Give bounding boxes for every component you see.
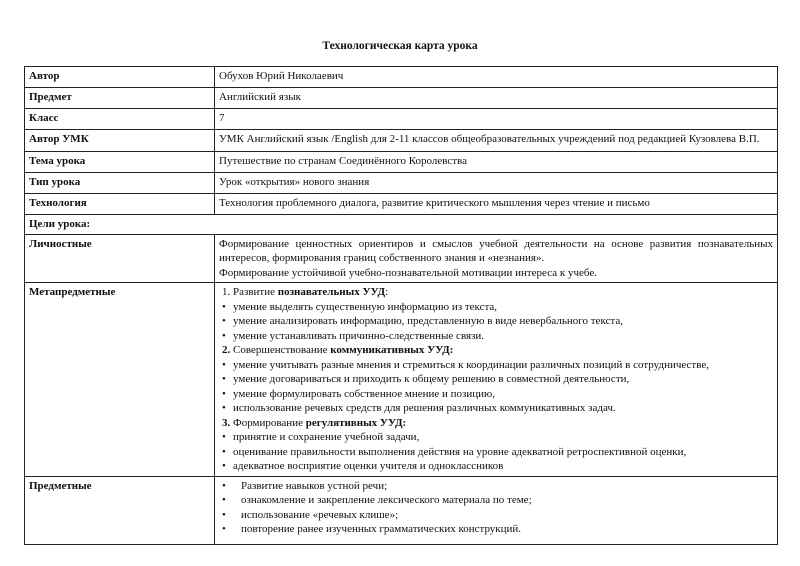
row-label: Личностные — [25, 234, 215, 283]
meta-list — [219, 285, 773, 474]
list-item: • Развитие навыков устной речи; — [219, 479, 773, 494]
subject-row — [25, 476, 778, 544]
row-label: Тип урока — [25, 173, 215, 194]
row-value: 7 — [215, 109, 778, 130]
table-row — [25, 130, 778, 152]
row-value: Урок «открытия» нового знания — [215, 173, 778, 194]
meta-group-heading: 1. Развитие познавательных УУД: — [222, 286, 389, 298]
row-value: Английский язык — [215, 88, 778, 109]
list-item: • умение выделять существенную информацию из текста, — [219, 300, 773, 315]
list-item: • повторение ранее изученных грамматических конструкций. — [219, 522, 773, 537]
table-row — [25, 88, 778, 109]
table-row — [25, 173, 778, 194]
list-item: • принятие и сохранение учебной задачи, — [219, 430, 773, 445]
goals-header-row — [25, 215, 778, 235]
row-label: Предмет — [25, 88, 215, 109]
meta-row — [25, 283, 778, 477]
row-value: Обухов Юрий Николаевич — [215, 67, 778, 88]
table-row — [25, 194, 778, 215]
row-label: Предметные — [25, 476, 215, 544]
list-item: • умение устанавливать причинно-следственные связи. — [219, 329, 773, 344]
table-row — [25, 109, 778, 130]
personal-text-1: Формирование ценностных ориентиров и смыслов учебной деятельности на основе развития познавательных интересов, формирования границ собственного знания и «незнания». — [219, 237, 773, 264]
list-item: • умение договариваться и приходить к общему решению в совместной деятельности, — [219, 372, 773, 387]
personal-row — [25, 234, 778, 283]
meta-group-heading: 3. Формирование регулятивных УУД: — [222, 416, 407, 429]
row-label: Автор — [25, 67, 215, 88]
row-value: Путешествие по странам Соединённого Королевства — [215, 152, 778, 173]
list-item: • использование речевых средств для решения различных коммуникативных задач. — [219, 401, 773, 416]
row-label: Метапредметные — [25, 283, 215, 477]
meta-group-heading: 2. Совершенствование коммуникативных УУД: — [222, 344, 454, 356]
row-value: Технология проблемного диалога, развитие критического мышления через чтение и письмо — [215, 194, 778, 215]
list-item: • использование «речевых клише»; — [219, 508, 773, 523]
table-row — [25, 152, 778, 173]
row-value: УМК Английский язык /English для 2-11 классов общеобразовательных учреждений под редакцией Кузовлева В.П. — [215, 130, 778, 152]
table-row — [25, 67, 778, 88]
lesson-map-table — [24, 66, 778, 545]
row-label: Класс — [25, 109, 215, 130]
personal-text-2: Формирование устойчивой учебно-познавательной мотивации интереса к учебе. — [219, 266, 597, 279]
page-title: Технологическая карта урока — [322, 40, 478, 52]
subject-list — [219, 479, 773, 537]
row-label: Автор УМК — [25, 130, 215, 152]
list-item: • умение формулировать собственное мнение и позицию, — [219, 387, 773, 402]
goals-header: Цели урока: — [25, 215, 778, 235]
list-item: • адекватное восприятие оценки учителя и одноклассников — [219, 459, 773, 474]
list-item: • умение учитывать разные мнения и стремиться к координации различных позиций в сотрудничестве, — [219, 358, 773, 373]
list-item: • ознакомление и закрепление лексического материала по теме; — [219, 493, 773, 508]
list-item: • оценивание правильности выполнения действия на уровне адекватной ретроспективной оценки, — [219, 445, 773, 460]
row-label: Тема урока — [25, 152, 215, 173]
list-item: • умение анализировать информацию, представленную в виде невербального текста, — [219, 314, 773, 329]
row-label: Технология — [25, 194, 215, 215]
